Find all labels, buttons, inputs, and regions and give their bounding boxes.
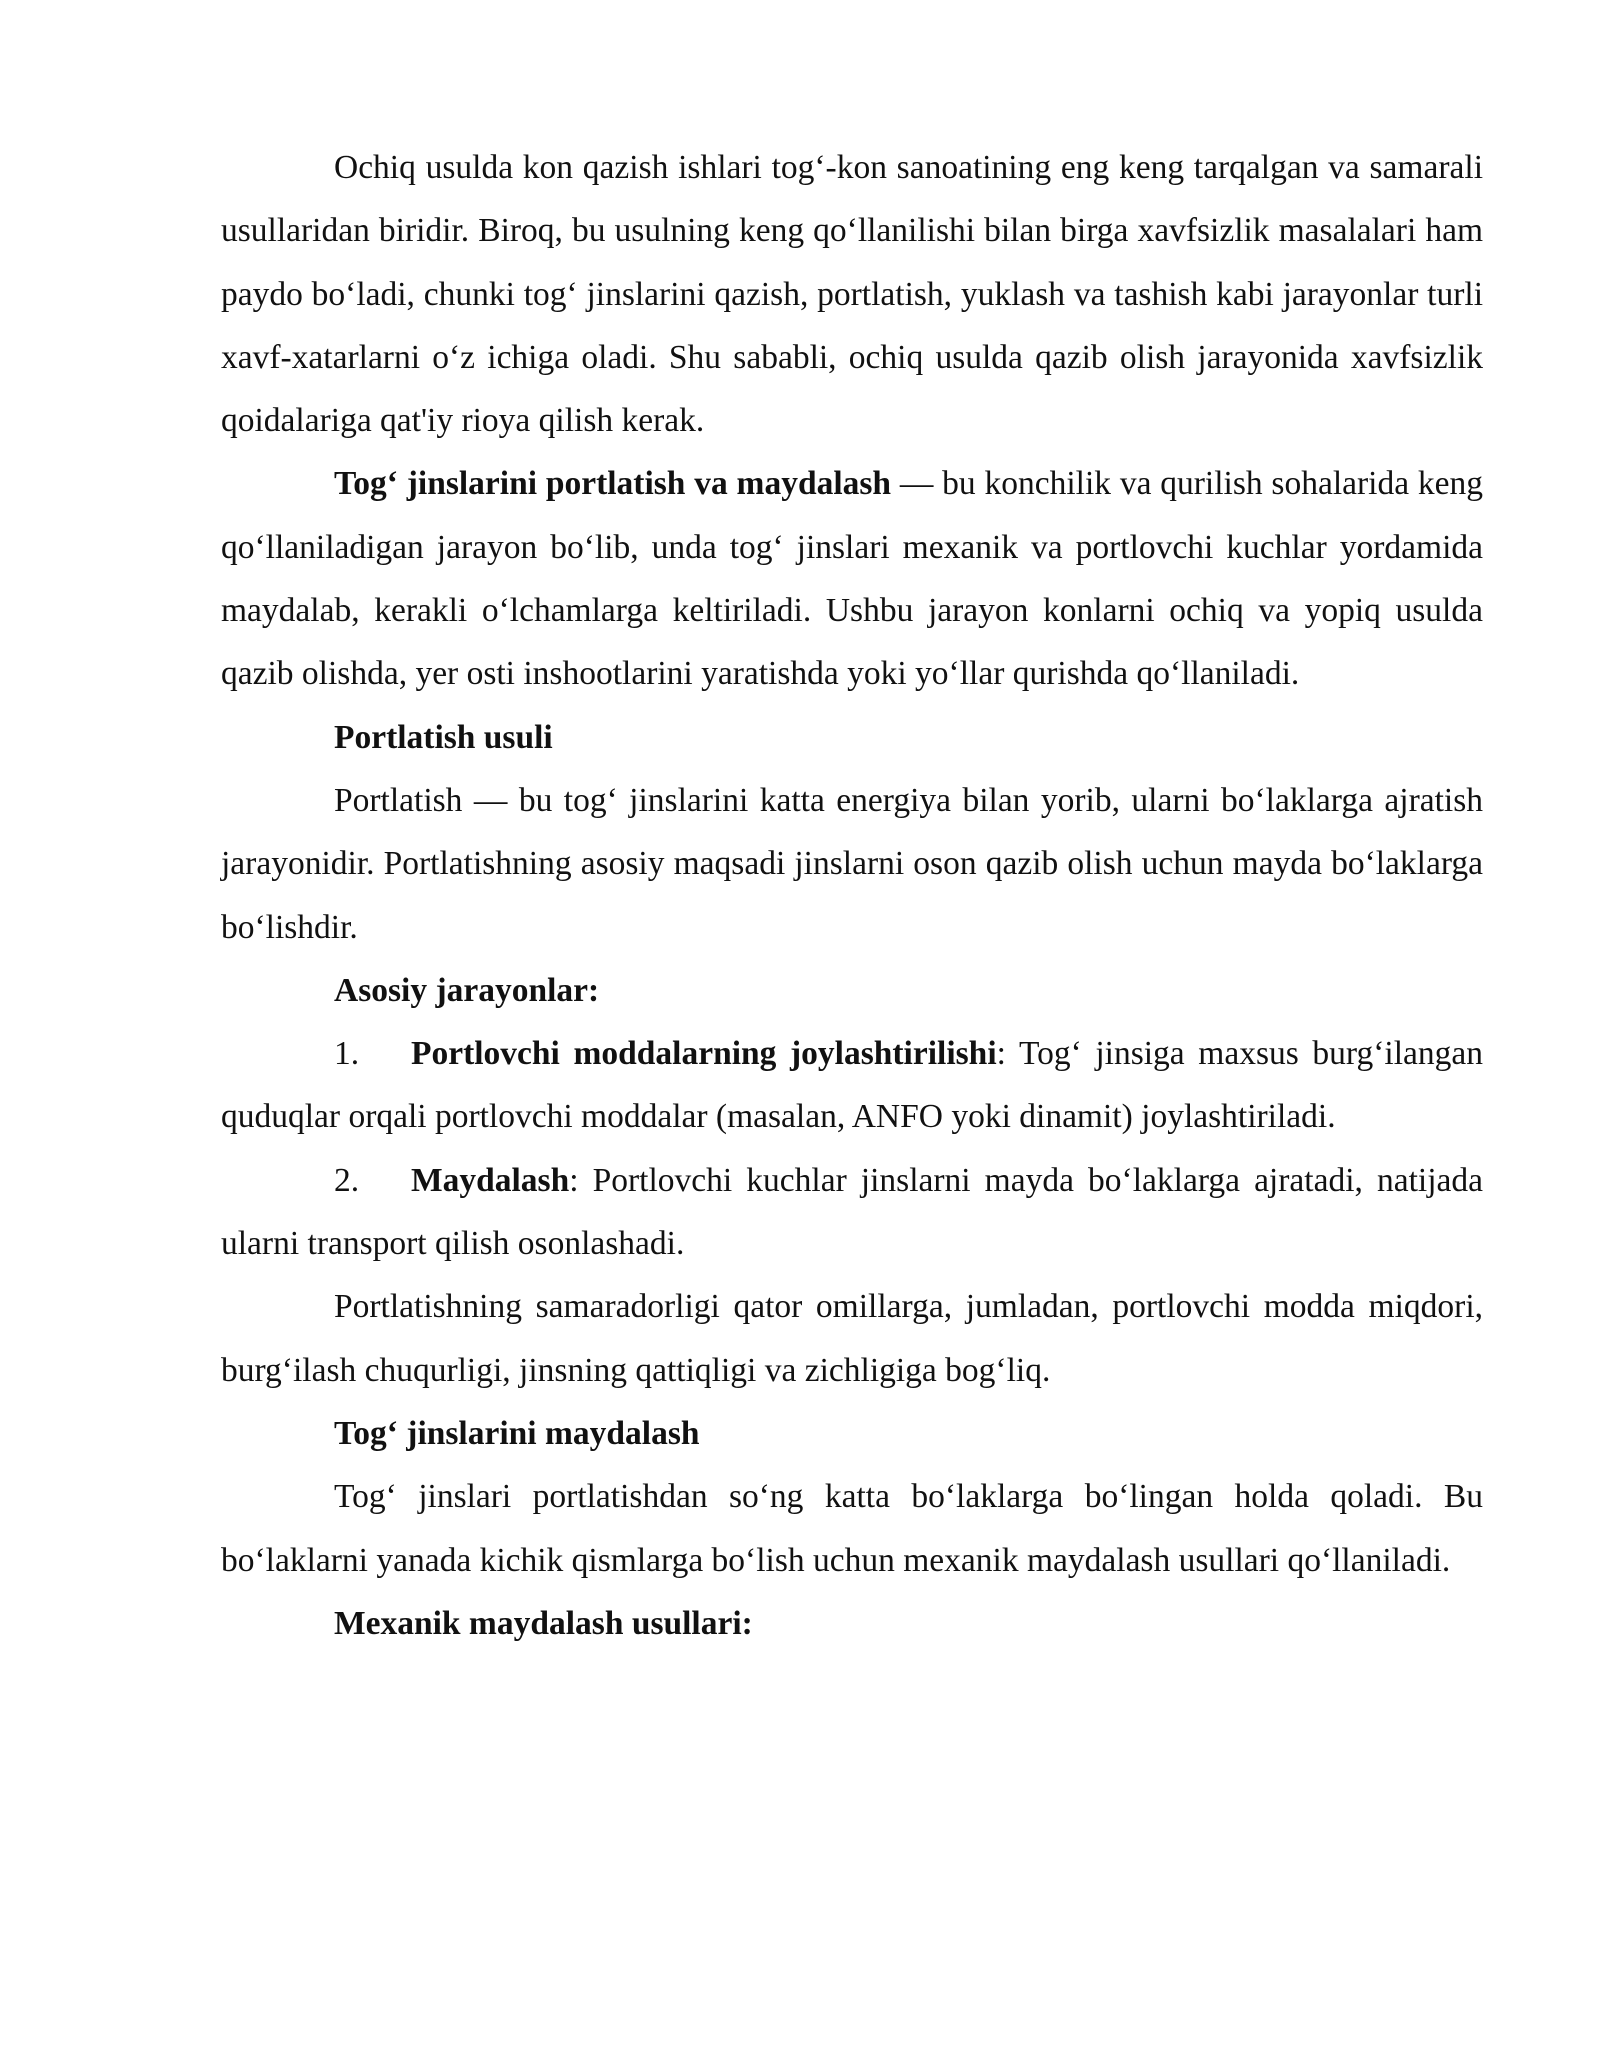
heading-portlatish-usuli: Portlatish usuli — [334, 718, 553, 756]
list-item-number: 1. — [334, 1035, 360, 1073]
heading-mexanik-maydalash-usullari: Mexanik maydalash usullari: — [334, 1604, 753, 1642]
list-item-text: : Portlovchi kuchlar jinslarni mayda bo‘laklarga ajratadi, natijada ularni transport qilish osonlashadi. — [221, 1161, 1483, 1263]
maydalash-paragraph: Tog‘ jinslari portlatishdan so‘ng katta bo‘laklarga bo‘lingan holda qoladi. Bu bo‘laklarni yanada kichik qismlarga bo‘lish uchun mexanik maydalash usullari qo‘llaniladi. — [221, 1478, 1483, 1579]
list-item-term: Maydalash — [411, 1161, 570, 1199]
list-item — [221, 1022, 1483, 1149]
list-item — [221, 1149, 1483, 1276]
definition-text: — bu konchilik va qurilish sohalarida keng qo‘llaniladigan jarayon bo‘lib, unda tog‘ jinslari mexanik va portlovchi kuchlar yordamida maydalab, kerakli o‘lchamlarga keltiriladi. Ushbu jarayon konlarni ochiq va yopiq usulda qazib olishda, yer osti inshootlarini yaratishda yoki yo‘llar qurishda qo‘llaniladi. — [221, 465, 1483, 693]
list-item-text: : Tog‘ jinsiga maxsus burg‘ilangan quduqlar orqali portlovchi moddalar (masalan, ANFO yoki dinamit) joylashtiriladi. — [221, 1035, 1483, 1136]
heading-tog-jinslarini-maydalash: Tog‘ jinslarini maydalash — [334, 1414, 700, 1452]
portlatish-paragraph: Portlatish — bu tog‘ jinslarini katta energiya bilan yorib, ularni bo‘laklarga ajratish jarayonidir. Portlatishning asosiy maqsadi jinslarni oson qazib olish uchun mayda bo‘laklarga bo‘lishdir. — [221, 781, 1483, 946]
samaradorlik-paragraph: Portlatishning samaradorligi qator omillarga, jumladan, portlovchi modda miqdori, burg‘ilash chuqurligi, jinsning qattiqligi va zichligiga bog‘liq. — [221, 1288, 1483, 1389]
list-item-number: 2. — [334, 1161, 360, 1199]
intro-paragraph: Ochiq usulda kon qazish ishlari tog‘-kon sanoatining eng keng tarqalgan va samarali usullaridan biridir. Biroq, bu usulning keng qo‘llanilishi bilan birga xavfsizlik masalalari ham paydo bo‘ladi, chunki tog‘ jinslarini qazish, portlatish, yuklash va tashish kabi jarayonlar turli xavf-xatarlarni o‘z ichiga oladi. Shu sababli, ochiq usulda qazib olish jarayonida xavfsizlik qoidalariga qat'iy rioya qilish kerak. — [221, 149, 1483, 440]
heading-asosiy-jarayonlar: Asosiy jarayonlar: — [334, 971, 600, 1009]
document-page — [221, 136, 1483, 1655]
list-item-term: Portlovchi moddalarning joylashtirilishi — [411, 1035, 997, 1073]
definition-paragraph — [221, 452, 1483, 705]
definition-term: Tog‘ jinslarini portlatish va maydalash — [334, 465, 892, 503]
